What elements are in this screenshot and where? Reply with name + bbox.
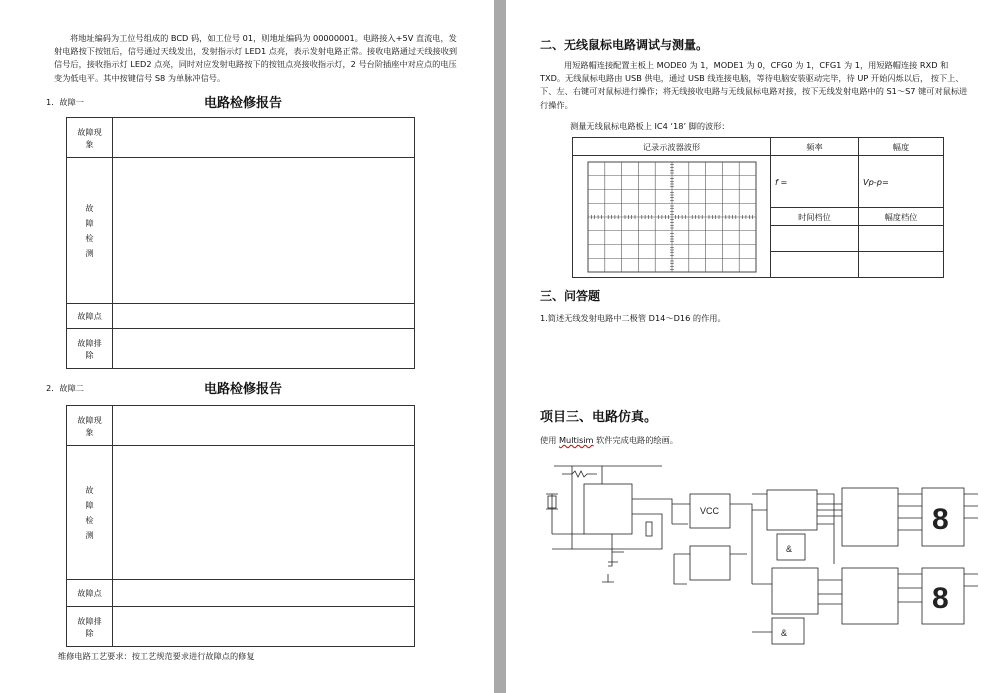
report-title-2: 电路检修报告 (204, 382, 283, 397)
oscilloscope-grid (587, 161, 757, 273)
fault2-label: 2．故障二 (46, 383, 84, 393)
cell-phenomenon-value[interactable] (113, 406, 415, 446)
oscilloscope-cell (573, 156, 771, 278)
cell-point-label: 故障点 (67, 580, 113, 607)
time-div-value[interactable] (771, 226, 859, 252)
cell-remove-label: 故障排除 (67, 329, 113, 369)
cell-detect-label: 故障检测 (67, 446, 113, 580)
section2-paragraph: 用短路帽连接配置主板上 MODE0 为 1，MODE1 为 0，CFG0 为 1，CFG1 为 1，用短路帽连接 RXD 和 TXD。无线鼠标电路由 USB 供电，通过 USB 线连接电脑，等待电脑安装驱动完毕，待 UP 开始闪烁以后， 按下上、下、左、右键可对鼠标进行操作；将无线接收电路与无线鼠标电路对接，按下无线发射电路中的 S1～S7 键可对鼠标进行操作。 (540, 60, 968, 110)
right-page (506, 0, 1000, 693)
cell-remove-value[interactable] (113, 329, 415, 369)
question-1: 1.简述无线发射电路中二极管 D14～D16 的作用。 (540, 313, 726, 323)
header-amp-div: 幅度档位 (859, 208, 944, 226)
amp-div-spacer (859, 252, 944, 278)
page-gutter (494, 0, 506, 693)
cell-detect-label: 故障检测 (67, 158, 113, 304)
cell-point-value[interactable] (113, 580, 415, 607)
simulation-instruction: 使用 Multisim 软件完成电路的绘画。 (540, 435, 678, 445)
report-title-1: 电路检修报告 (204, 96, 283, 111)
schematic-label: VCC (700, 506, 720, 516)
project3-heading: 项目三、电路仿真。 (540, 410, 658, 425)
section2-heading: 二、无线鼠标电路调试与测量。 (540, 38, 709, 52)
intro-paragraph: 将地址编码为工位号组成的 BCD 码，如工位号 01，则地址编码为 00000001。电路接入+5V 直流电，发射电路按下按钮后，信号通过天线发出，发射指示灯 LED1 点亮，表示发射电路正常。接收电路通过天线接收到信号后，接收指示灯 LED2 点亮，同时对应发射电路按下的按钮点亮接收指示灯，2 号台阶插座中对应点的电压变为低电平。其中按键信号 S8 为单脉冲信号。 (54, 33, 458, 83)
cell-detect-value[interactable] (113, 446, 415, 580)
cell-phenomenon-label: 故障现象 (67, 118, 113, 158)
cell-phenomenon-label: 故障现象 (67, 406, 113, 446)
cell-detect-value[interactable] (113, 158, 415, 304)
and-gate-2: & (781, 628, 788, 638)
cell-remove-label: 故障排除 (67, 607, 113, 647)
circuit-schematic (542, 454, 982, 654)
time-div-spacer (771, 252, 859, 278)
amp-cell[interactable]: Vp-p= (859, 156, 944, 208)
footer-requirement: 维修电路工艺要求：按工艺规范要求进行故障点的修复 (58, 651, 255, 661)
section3-heading: 三、问答题 (540, 289, 601, 303)
measure-caption: 测量无线鼠标电路板上 IC4 ‘18’ 脚的波形： (570, 121, 730, 131)
amp-div-value[interactable] (859, 226, 944, 252)
measurement-table (572, 137, 944, 278)
cell-remove-value[interactable] (113, 607, 415, 647)
cell-point-label: 故障点 (67, 304, 113, 329)
seven-segment-digit-1: 8 (932, 503, 949, 536)
repair-report-table-2 (66, 405, 415, 647)
cell-phenomenon-value[interactable] (113, 118, 415, 158)
freq-cell[interactable]: f = (771, 156, 859, 208)
seven-segment-digit-2: 8 (932, 582, 949, 615)
header-time-div: 时间档位 (771, 208, 859, 226)
repair-report-table-1 (66, 117, 415, 369)
header-freq: 频率 (771, 138, 859, 156)
left-page (0, 0, 494, 693)
fault1-label: 1．故障一 (46, 97, 84, 107)
header-wave: 记录示波器波形 (573, 138, 771, 156)
cell-point-value[interactable] (113, 304, 415, 329)
and-gate-1: & (786, 544, 793, 554)
header-amp: 幅度 (859, 138, 944, 156)
